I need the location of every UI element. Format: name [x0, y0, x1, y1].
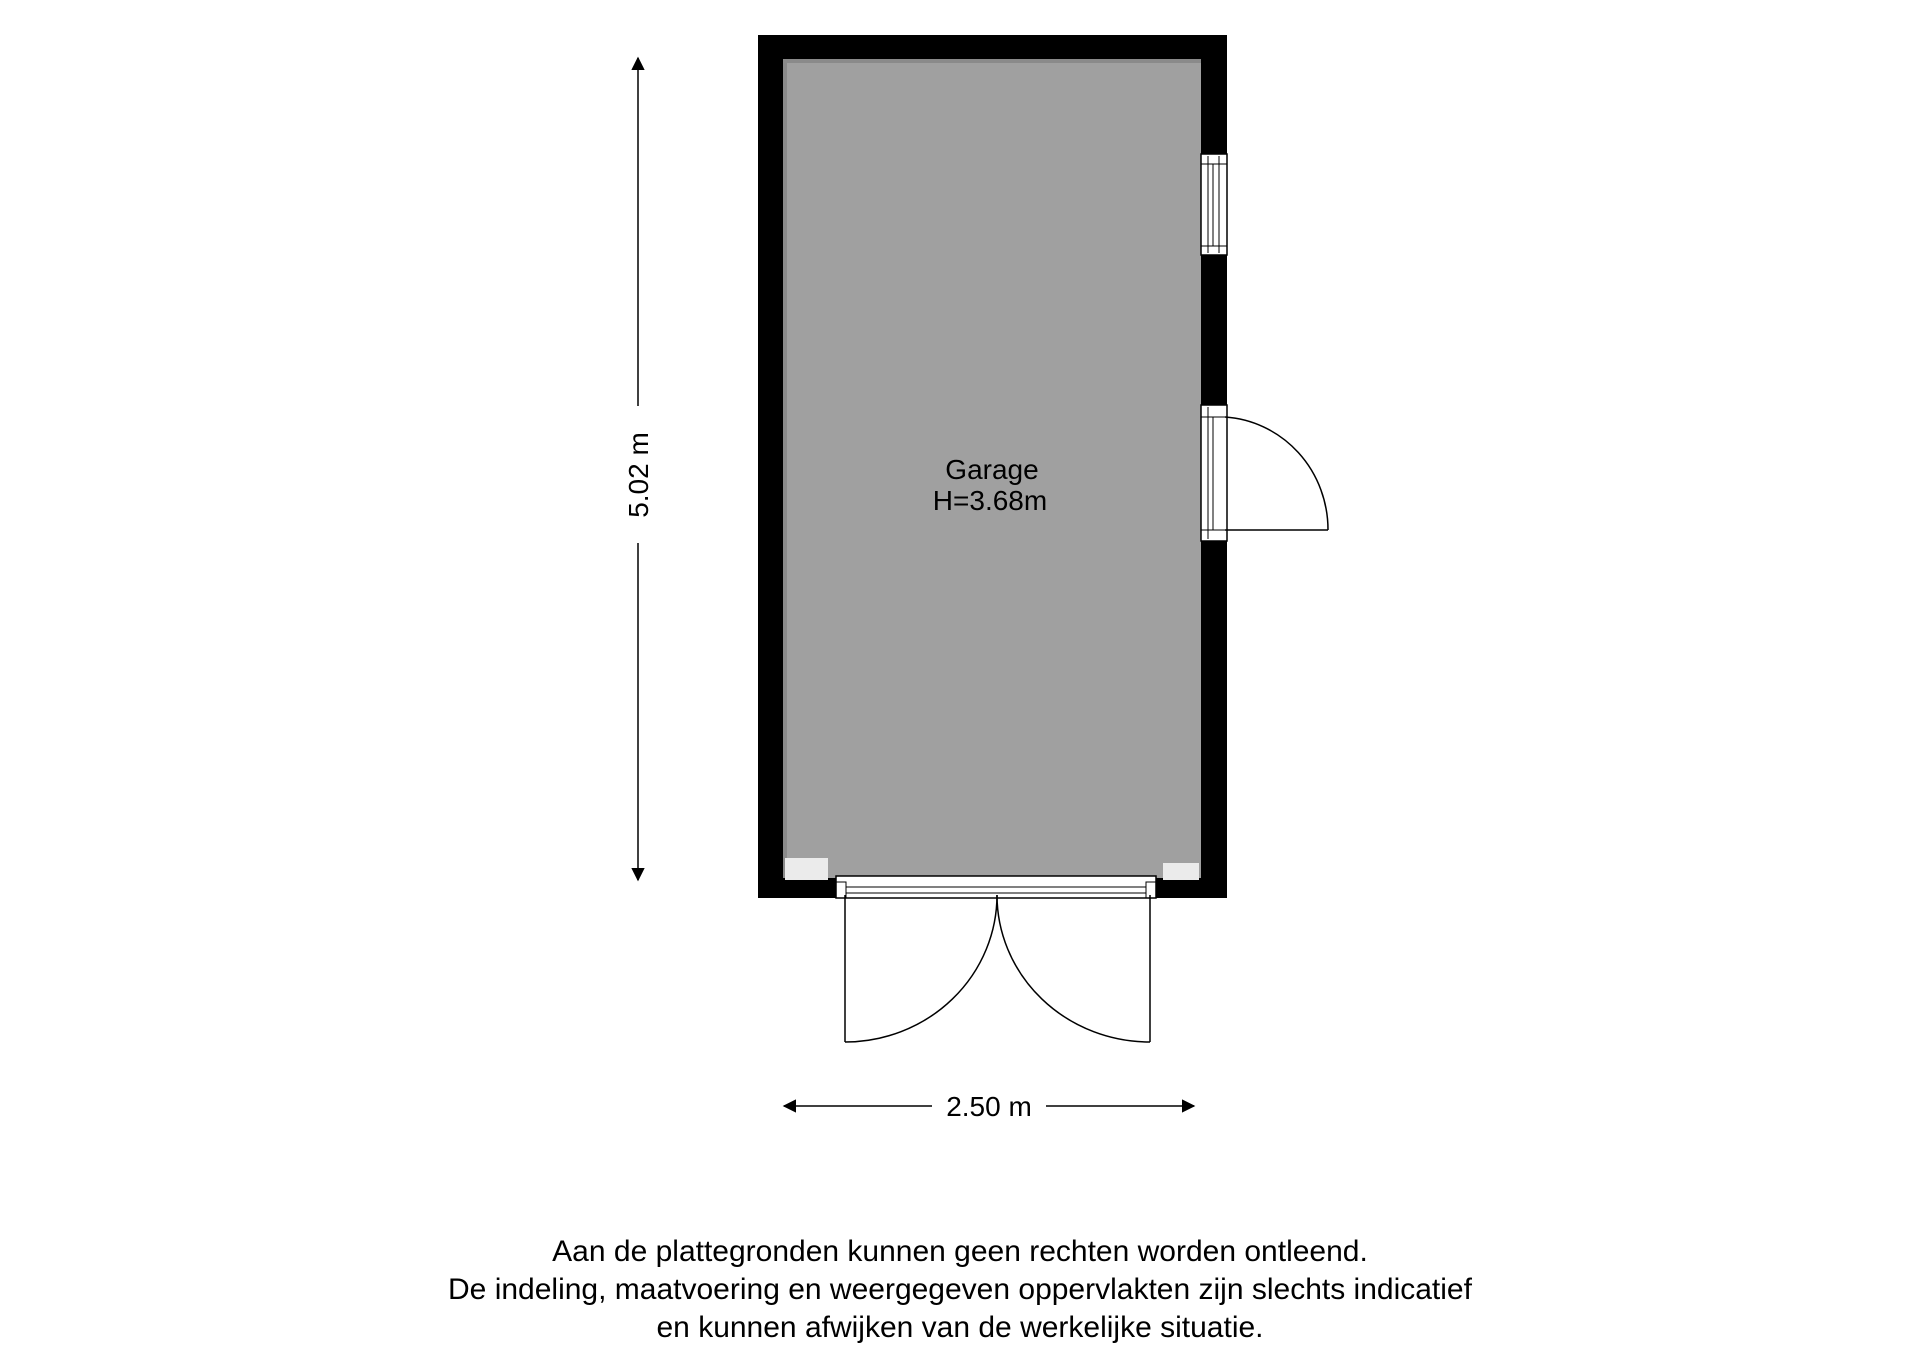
disclaimer: [0, 1233, 1920, 1347]
disclaimer-line-1: Aan de plattegronden kunnen geen rechten worden ontleend.: [552, 1235, 1368, 1268]
side-door: [1201, 405, 1328, 541]
disclaimer-line-3: en kunnen afwijken van de werkelijke situatie.: [656, 1311, 1264, 1344]
room-height: H=3.68m: [932, 485, 1048, 516]
width-dimension-label: 2.50 m: [946, 1091, 1032, 1122]
garage-door: [836, 876, 1156, 1042]
corner-pillar-right: [1163, 863, 1199, 880]
disclaimer-line-2: De indeling, maatvoering en weergegeven oppervlakten zijn slechts indicatief: [448, 1273, 1472, 1306]
floor-shadow-left: [783, 59, 787, 878]
room-name: Garage: [945, 454, 1039, 485]
floor-shadow: [783, 59, 1201, 63]
side-door-swing: [1225, 417, 1328, 530]
window-right-wall: [1201, 154, 1227, 255]
garage-door-swing-right: [997, 895, 1150, 1042]
garage-door-swing-left: [845, 895, 997, 1042]
length-dimension: [623, 58, 654, 880]
width-dimension: [784, 1091, 1194, 1122]
corner-pillar-left: [785, 858, 828, 880]
length-dimension-label: 5.02 m: [623, 432, 654, 518]
